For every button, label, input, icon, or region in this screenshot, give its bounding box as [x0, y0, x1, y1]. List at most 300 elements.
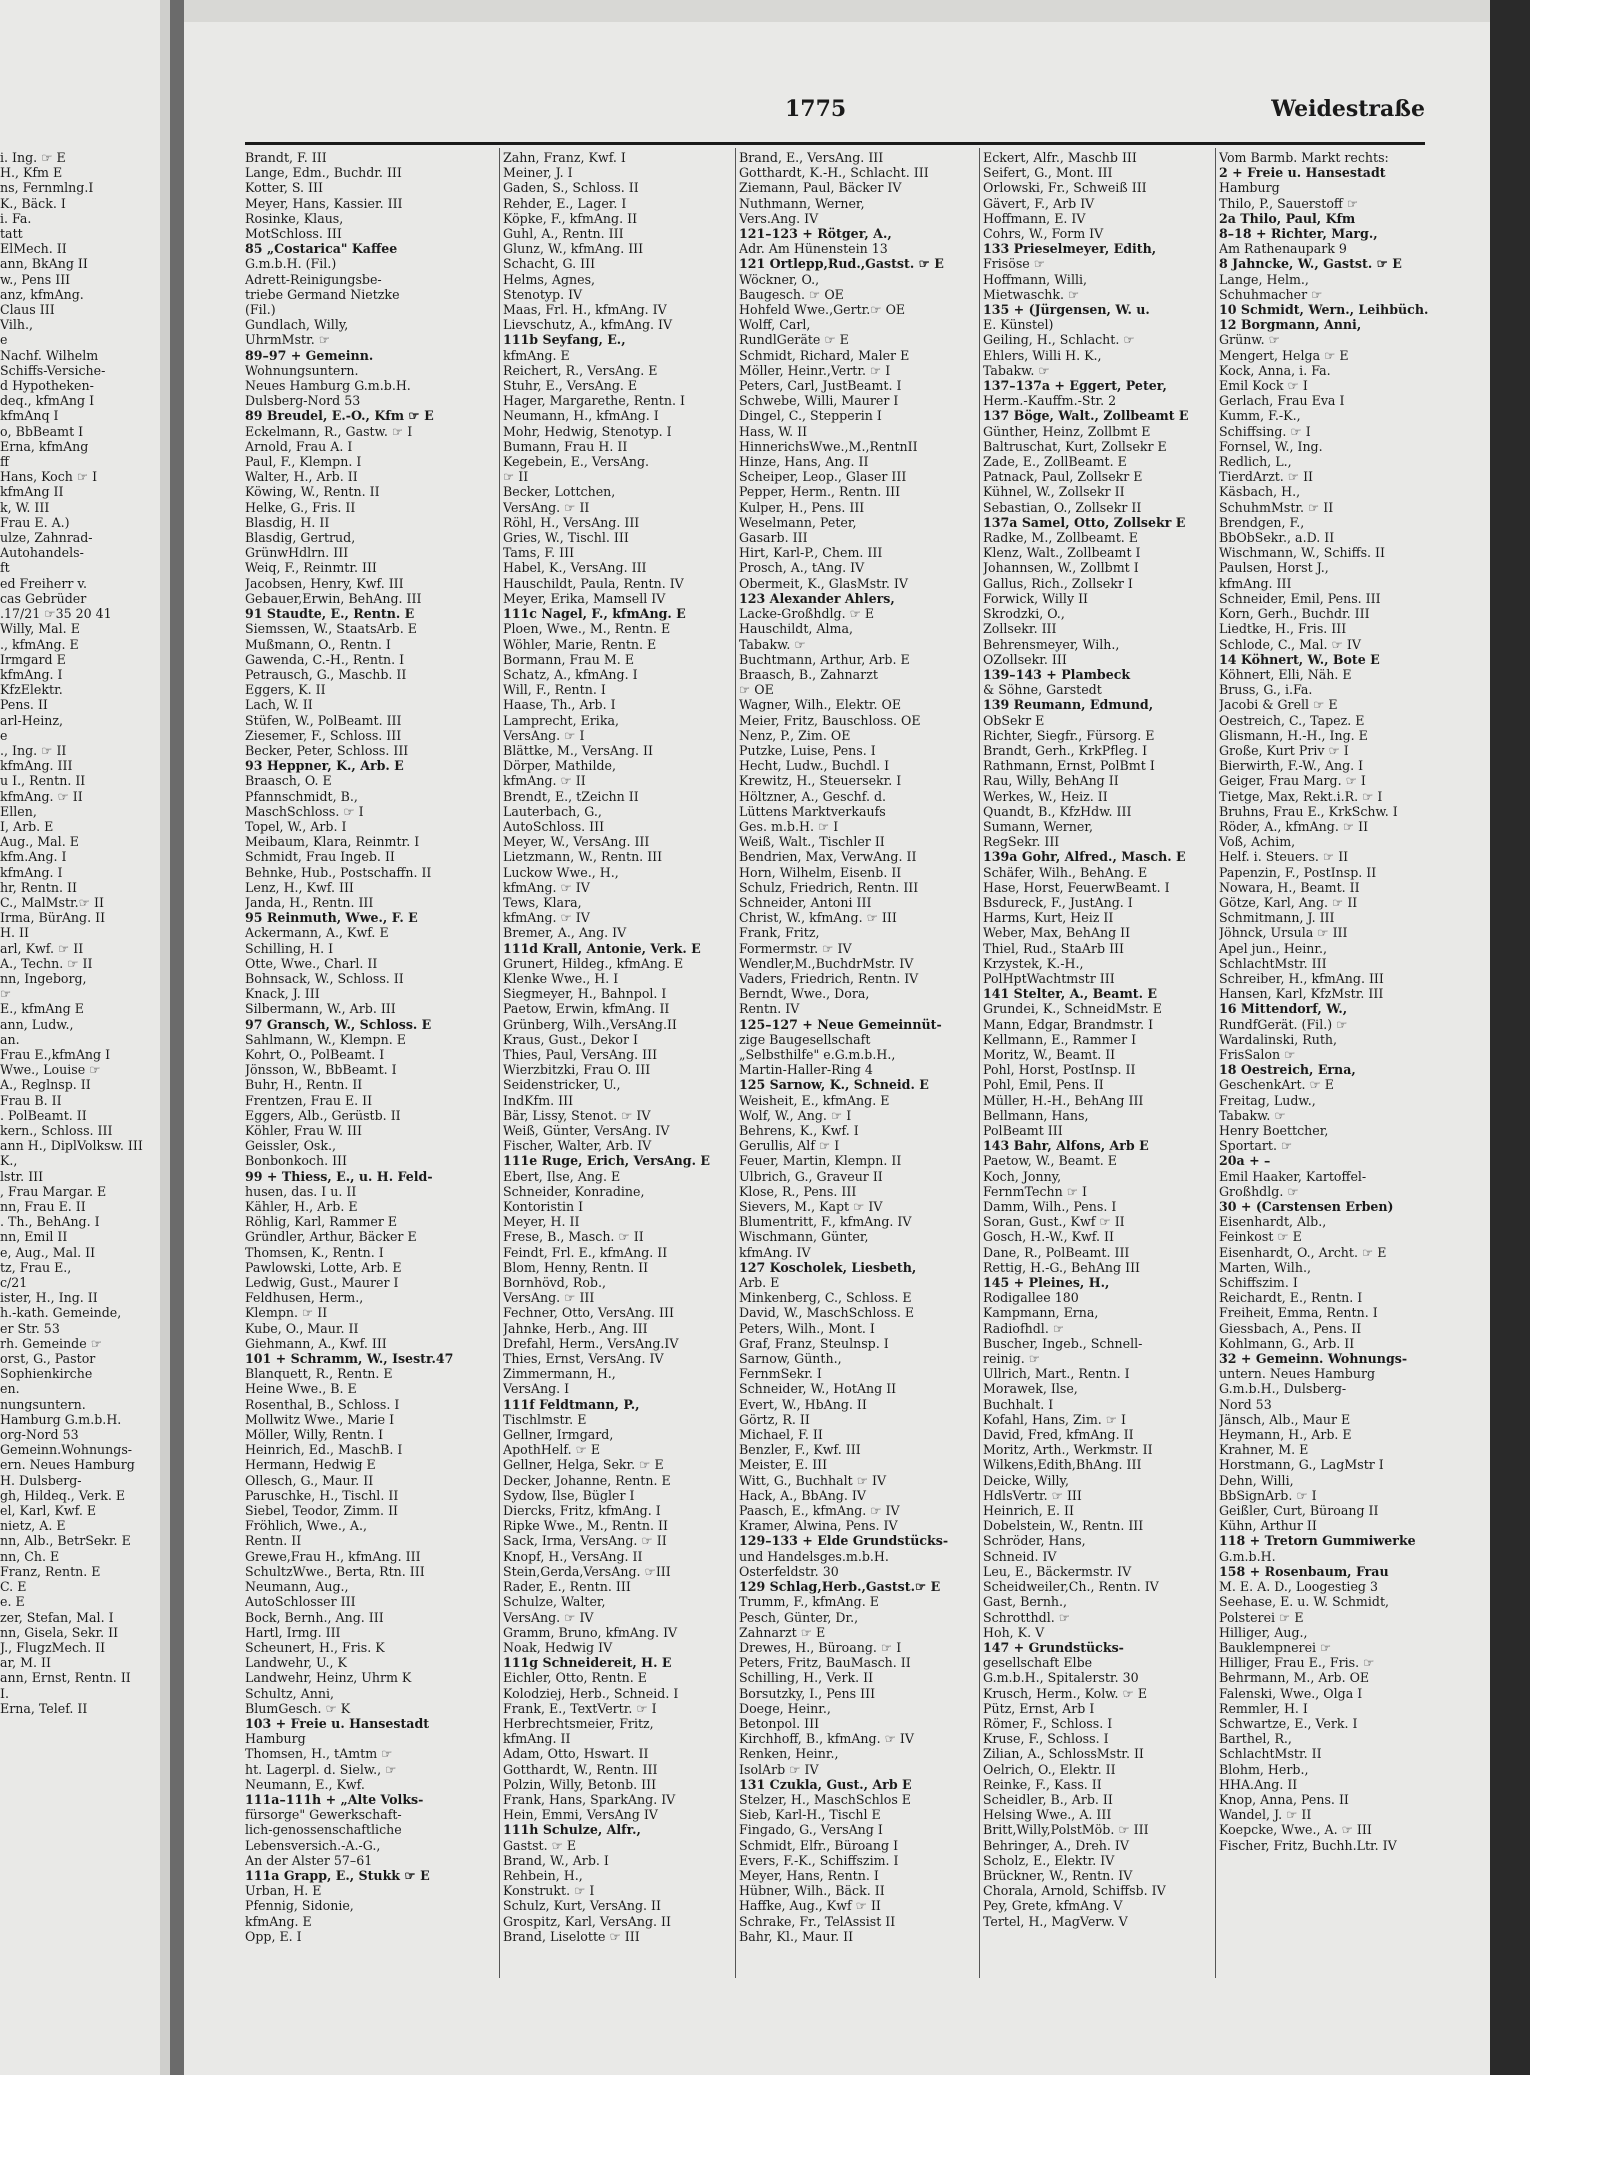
- directory-entry: Brand, E., VersAng. III: [739, 150, 884, 165]
- directory-entry: Grunert, Hildeg., kfmAng. E: [503, 955, 684, 971]
- directory-entry: Blumentritt, F., kfmAng. IV: [739, 1214, 912, 1230]
- directory-entry: VersAng. ☞ III: [503, 1290, 595, 1306]
- directory-entry: Kampmann, Erna,: [983, 1305, 1099, 1321]
- directory-entry: org-Nord 53: [0, 1427, 79, 1443]
- directory-entry: Götze, Karl, Ang. ☞ II: [1219, 894, 1358, 910]
- directory-entry: kfmAng. IV: [739, 1244, 811, 1260]
- directory-entry: Gast, Bernh.,: [983, 1594, 1068, 1610]
- directory-entry: Polsterei ☞ E: [1219, 1609, 1304, 1625]
- directory-entry: ElMech. II: [0, 241, 67, 257]
- directory-entry: fürsorge" Gewerkschaft-: [245, 1807, 402, 1823]
- directory-entry: Pfennig, Sidonie,: [245, 1898, 354, 1914]
- directory-entry: Pey, Grete, kfmAng. V: [983, 1898, 1123, 1914]
- directory-entry: Brandt, Gerh., KrkPfleg. I: [983, 742, 1148, 758]
- directory-entry: Adrett-Reinigungsbe-: [245, 271, 382, 287]
- directory-entry: 99 + Thiess, E., u. H. Feld-: [245, 1168, 433, 1184]
- directory-entry: J., FlugzMech. II: [0, 1639, 106, 1655]
- directory-entry: ObSekr E: [983, 712, 1045, 728]
- directory-entry: Bumann, Frau H. II: [503, 438, 628, 454]
- directory-entry: 8 Jahncke, W., Gastst. ☞ E: [1219, 256, 1402, 272]
- directory-entry: Bellmann, Hans,: [983, 1107, 1089, 1123]
- directory-entry: ., kfmAng. E: [0, 636, 79, 652]
- directory-entry: Will, F., Rentn. I: [503, 682, 606, 698]
- directory-entry: Hase, Horst, FeuerwBeamt. I: [983, 879, 1170, 895]
- directory-entry: Herm.-Kauffm.-Str. 2: [983, 393, 1117, 409]
- directory-entry: Hinze, Hans, Ang. II: [739, 454, 869, 470]
- directory-entry: Drewes, H., Büroang. ☞ I: [739, 1639, 902, 1655]
- directory-entry: Martin-Haller-Ring 4: [739, 1062, 873, 1078]
- directory-entry: E. Künstel): [983, 317, 1054, 333]
- directory-entry: Lamprecht, Erika,: [503, 712, 619, 728]
- directory-entry: Pens. II: [0, 697, 48, 713]
- directory-entry: Sahlmann, W., Klempn. E: [245, 1031, 406, 1047]
- directory-entry: 103 + Freie u. Hansestadt: [245, 1715, 430, 1731]
- directory-entry: Luckow Wwe., H.,: [503, 864, 619, 880]
- directory-entry: 135 + (Jürgensen, W. u.: [983, 302, 1150, 318]
- directory-entry: Kontoristin I: [503, 1199, 584, 1215]
- directory-entry: Bauklempnerei ☞: [1219, 1639, 1332, 1655]
- directory-entry: Grünw. ☞: [1219, 332, 1280, 348]
- directory-entry: Zilian, A., SchlossMstr. II: [983, 1746, 1144, 1762]
- directory-entry: TierdArzt. ☞ II: [1219, 469, 1314, 485]
- directory-entry: Frau E.,kfmAng I: [0, 1046, 111, 1062]
- directory-entry: MaschSchloss. ☞ I: [245, 803, 364, 819]
- column-separator: [735, 148, 736, 1978]
- directory-entry: triebe Germand Nietzke: [245, 286, 400, 302]
- directory-entry: ApothHelf. ☞ E: [503, 1442, 601, 1458]
- directory-entry: 18 Oestreich, Erna,: [1219, 1062, 1356, 1078]
- directory-entry: FernmSekr. I: [739, 1366, 822, 1382]
- directory-entry: Schröder, Hans,: [983, 1533, 1086, 1549]
- directory-entry: Peters, Carl, JustBeamt. I: [739, 378, 902, 394]
- directory-entry: Heymann, H., Arb. E: [1219, 1427, 1352, 1443]
- directory-entry: Frau E. A.): [0, 514, 70, 530]
- directory-entry: 118 + Tretorn Gummiwerke: [1219, 1533, 1416, 1549]
- directory-entry: Geißler, Curt, Büroang II: [1219, 1503, 1379, 1519]
- directory-entry: Bär, Lissy, Stenot. ☞ IV: [503, 1107, 651, 1123]
- directory-entry: Bsdureck, F., JustAng. I: [983, 894, 1133, 910]
- directory-entry: Meyer, Hans, Rentn. I: [739, 1867, 879, 1883]
- directory-entry: Rentn. IV: [739, 1001, 800, 1017]
- directory-entry: Koepcke, Wwe., A. ☞ III: [1219, 1822, 1372, 1838]
- directory-entry: Polzin, Willy, Betonb. III: [503, 1776, 657, 1792]
- directory-entry: Wöhler, Marie, Rentn. E: [503, 636, 657, 652]
- directory-entry: Emil Haaker, Kartoffel-: [1219, 1168, 1367, 1184]
- directory-entry: kfmAng II: [0, 484, 64, 500]
- directory-entry: Witt, G., Buchhalt ☞ IV: [739, 1472, 887, 1488]
- directory-entry: Behrensmeyer, Wilh.,: [983, 636, 1120, 652]
- directory-entry: 2a Thilo, Paul, Kfm: [1219, 210, 1356, 226]
- directory-entry: Frese, B., Masch. ☞ II: [503, 1229, 644, 1245]
- directory-entry: Gerullis, Alf ☞ I: [739, 1138, 840, 1154]
- directory-entry: Weiß, Günter, VersAng. IV: [503, 1123, 670, 1138]
- directory-entry: Rehbein, H.,: [503, 1867, 583, 1883]
- directory-entry: Wischmann, W., Schiffs. II: [1219, 545, 1385, 561]
- directory-entry: 139–143 + Plambeck: [983, 666, 1131, 682]
- directory-entry: Neumann, E., Kwf.: [245, 1776, 365, 1792]
- directory-entry: Nuthmann, Werner,: [739, 195, 865, 211]
- directory-entry: Wilkens,Edith,BhAng. III: [983, 1457, 1142, 1473]
- directory-entry: Vaders, Friedrich, Rentn. IV: [739, 970, 919, 986]
- directory-entry: Mietwaschk. ☞: [983, 286, 1080, 302]
- directory-entry: Feuer, Martin, Klempn. II: [739, 1153, 902, 1169]
- directory-entry: Lange, Edm., Buchdr. III: [245, 165, 402, 181]
- directory-entry: Hans, Koch ☞ I: [0, 469, 98, 485]
- directory-entry: K.,: [0, 1153, 18, 1169]
- directory-entry: Nenz, P., Zim. OE: [739, 727, 851, 743]
- directory-entry: Formermstr. ☞ IV: [739, 940, 852, 956]
- directory-entry: Mußmann, O., Rentn. I: [245, 636, 391, 652]
- directory-entry: Tabakw. ☞: [983, 362, 1050, 378]
- directory-entry: Frentzen, Frau E. II: [245, 1092, 373, 1108]
- directory-entry: Damm, Wilh., Pens. I: [983, 1199, 1117, 1215]
- directory-entry: 111h Schulze, Alfr.,: [503, 1822, 641, 1838]
- directory-entry: Sievers, M., Kapt ☞ IV: [739, 1199, 883, 1215]
- directory-entry: ann, BkAng II: [0, 256, 88, 272]
- directory-entry: Ziemann, Paul, Bäcker IV: [739, 180, 902, 196]
- directory-entry: Bohnsack, W., Schloss. II: [245, 970, 404, 986]
- directory-entry: Jacobi & Grell ☞ E: [1219, 697, 1338, 713]
- directory-entry: Kellmann, E., Rammer I: [983, 1031, 1137, 1047]
- directory-entry: Hilliger, Aug.,: [1219, 1624, 1308, 1640]
- directory-entry: Schneider, W., HotAng II: [739, 1381, 897, 1397]
- directory-entry: KfzElektr.: [0, 682, 63, 698]
- directory-entry: Schmitmann, J. III: [1219, 910, 1335, 926]
- directory-entry: Fischer, Walter, Arb. IV: [503, 1138, 652, 1154]
- directory-entry: HinnerichsWwe.,M.,RentnII: [739, 438, 918, 454]
- directory-entry: Ackermann, A., Kwf. E: [245, 925, 389, 941]
- directory-entry: Rader, E., Rentn. III: [503, 1579, 631, 1595]
- directory-entry: Knop, Anna, Pens. II: [1219, 1791, 1349, 1807]
- directory-entry: Meibaum, Klara, Reinmtr. I: [245, 834, 420, 850]
- directory-entry: SchlachtMstr. II: [1219, 1746, 1322, 1762]
- directory-entry: Lebensversich.-A.-G.,: [245, 1837, 381, 1853]
- directory-entry: GeschenkArt. ☞ E: [1219, 1077, 1335, 1093]
- directory-entry: Bormann, Frau M. E: [503, 651, 635, 667]
- directory-entry: Wandel, J. ☞ II: [1219, 1807, 1312, 1823]
- directory-entry: VersAng. ☞ II: [503, 499, 590, 515]
- directory-entry: 111f Feldtmann, P.,: [503, 1396, 640, 1412]
- directory-entry: Tertel, H., MagVerw. V: [983, 1913, 1128, 1929]
- directory-entry: kfm.Ang. I: [0, 849, 67, 865]
- directory-entry: Hamburg: [245, 1731, 306, 1747]
- directory-entry: Wendler,M.,BuchdrMstr. IV: [739, 955, 914, 971]
- directory-entry: 111a–111h + „Alte Volks-: [245, 1791, 424, 1807]
- directory-entry: tatt: [0, 226, 23, 242]
- directory-entry: Eichler, Otto, Rentn. E: [503, 1670, 647, 1686]
- directory-entry: Wolff, Carl,: [739, 317, 811, 333]
- directory-entry: Bruss, G., i.Fa.: [1219, 682, 1313, 698]
- directory-entry: Tischlmstr. E: [503, 1411, 587, 1427]
- directory-entry: Buscher, Ingeb., Schnell-: [983, 1335, 1143, 1351]
- directory-entry: BlumGesch. ☞ K: [245, 1700, 351, 1716]
- directory-entry: rh. Gemeinde ☞: [0, 1335, 102, 1351]
- directory-entry: Schulz, Kurt, VersAng. II: [503, 1898, 661, 1914]
- directory-entry: Behrmann, M., Arb. OE: [1219, 1670, 1370, 1686]
- directory-entry: Fingado, G., VersAng I: [739, 1822, 883, 1838]
- directory-entry: Remmler, H. I: [1219, 1700, 1308, 1716]
- directory-entry: Erna, kfmAng: [0, 438, 89, 454]
- directory-entry: kfmAnq I: [0, 408, 59, 424]
- directory-entry: Graf, Franz, Steulnsp. I: [739, 1335, 889, 1351]
- directory-entry: 158 + Rosenbaum, Frau: [1219, 1563, 1389, 1579]
- directory-entry: Silbermann, W., Arb. III: [245, 1001, 396, 1017]
- directory-entry: kern., Schloss. III: [0, 1123, 113, 1138]
- directory-entry: Meyer, Hans, Kassier. III: [245, 195, 403, 211]
- directory-entry: Paruschke, H., Tischl. II: [245, 1487, 399, 1503]
- directory-entry: Krzystek, K.-H.,: [983, 955, 1084, 971]
- directory-entry: Möller, Heinr.,Vertr. ☞ I: [739, 362, 891, 378]
- directory-entry: Meiner, J. I: [503, 165, 573, 181]
- directory-entry: Eggers, Alb., Gerüstb. II: [245, 1107, 401, 1123]
- directory-entry: SchlachtMstr. III: [1219, 955, 1327, 971]
- directory-entry: A., Techn. ☞ II: [0, 955, 93, 971]
- directory-entry: Paulsen, Horst J.,: [1219, 560, 1329, 576]
- directory-entry: Sieb, Karl-H., Tischl E: [739, 1807, 881, 1823]
- directory-entry: 121–123 + Rötger, A.,: [739, 226, 892, 242]
- column-separator: [979, 148, 980, 1978]
- directory-entry: 145 + Pleines, H.,: [983, 1275, 1110, 1291]
- directory-entry: David, Fred, kfmAng. II: [983, 1427, 1134, 1443]
- directory-entry: .17/21 ☞35 20 41: [0, 606, 112, 622]
- directory-entry: Schrake, Fr., TelAssist II: [739, 1913, 896, 1929]
- directory-entry: Lüttens Marktverkaufs: [739, 803, 886, 819]
- directory-entry: Patnack, Paul, Zollsekr E: [983, 469, 1143, 485]
- page-header: [245, 96, 1425, 136]
- directory-entry: Dulsberg-Nord 53: [245, 393, 361, 409]
- directory-entry: Schwebe, Willi, Maurer I: [739, 393, 899, 409]
- directory-entry: Wagner, Wilh., Elektr. OE: [739, 697, 902, 713]
- directory-entry: C. E: [0, 1579, 27, 1595]
- directory-entry: Adr. Am Hünenstein 13: [739, 241, 888, 257]
- directory-entry: Sebastian, O., Zollsekr II: [983, 499, 1142, 515]
- directory-entry: Gundlach, Willy,: [245, 317, 349, 333]
- directory-entry: Hauschildt, Alma,: [739, 621, 853, 637]
- directory-entry: kfmAng. II: [503, 1731, 571, 1747]
- directory-entry: Jönsson, W., BbBeamt. I: [245, 1062, 397, 1078]
- directory-entry: Ullrich, Mart., Rentn. I: [983, 1366, 1130, 1382]
- directory-entry: Kohrt, O., PolBeamt. I: [245, 1046, 385, 1062]
- directory-entry: Rosinke, Klaus,: [245, 210, 344, 226]
- directory-entry: Gawenda, C.-H., Rentn. I: [245, 651, 405, 667]
- directory-entry: Köwing, W., Rentn. II: [245, 484, 380, 500]
- directory-entry: Heine Wwe., B. E: [245, 1381, 357, 1397]
- directory-entry: 8–18 + Richter, Marg.,: [1219, 226, 1378, 242]
- directory-entry: Blom, Henny, Rentn. II: [503, 1259, 649, 1275]
- directory-entry: Feindt, Frl. E., kfmAng. II: [503, 1244, 668, 1260]
- directory-entry: VersAng. I: [503, 1381, 570, 1397]
- directory-entry: OZollsekr. III: [983, 651, 1067, 667]
- directory-entry: Gründler, Arthur, Bäcker E: [245, 1229, 417, 1245]
- directory-entry: Weber, Max, BehAng II: [983, 925, 1131, 941]
- directory-entry: Pohl, Horst, PostInsp. II: [983, 1062, 1136, 1078]
- directory-entry: 147 + Grundstücks-: [983, 1639, 1124, 1655]
- directory-entry: VersAng. ☞ I: [503, 727, 585, 743]
- directory-entry: Christ, W., kfmAng. ☞ III: [739, 910, 897, 926]
- directory-entry: Schilling, H., Verk. II: [739, 1670, 874, 1686]
- directory-entry: G.m.b.H.: [1219, 1548, 1276, 1564]
- directory-entry: K., Bäck. I: [0, 195, 66, 211]
- directory-entry: Schneider, Antoni III: [739, 894, 872, 910]
- directory-entry: orst, G., Pastor: [0, 1351, 96, 1367]
- directory-entry: Nachf. Wilhelm: [0, 347, 99, 363]
- directory-entry: Renken, Heinr.,: [739, 1746, 839, 1762]
- directory-entry: Lach, W. II: [245, 697, 313, 713]
- directory-entry: Glunz, W., kfmAng. III: [503, 241, 644, 257]
- directory-entry: Schlode, C., Mal. ☞ IV: [1219, 636, 1361, 652]
- directory-entry: kfmAng. ☞ II: [0, 788, 83, 804]
- directory-entry: nn, Emil II: [0, 1229, 68, 1245]
- directory-entry: Neues Hamburg G.m.b.H.: [245, 378, 411, 394]
- directory-entry: kfmAng. E: [503, 347, 570, 363]
- directory-entry: Lauterbach, G.,: [503, 803, 602, 819]
- directory-entry: Schmidt, Frau Ingeb. II: [245, 849, 395, 865]
- directory-entry: Freiheit, Emma, Rentn. I: [1219, 1305, 1378, 1321]
- directory-entry: nn, Gisela, Sekr. II: [0, 1624, 119, 1640]
- directory-entry: Henry Boettcher,: [1219, 1123, 1329, 1138]
- directory-entry: Scheidweiler,Ch., Rentn. IV: [983, 1579, 1159, 1595]
- directory-entry: 12 Borgmann, Anni,: [1219, 317, 1362, 333]
- directory-entry: 111c Nagel, F., kfmAng. E: [503, 606, 686, 622]
- directory-entry: ann H., DiplVolksw. III: [0, 1138, 143, 1154]
- directory-entry: 139 Reumann, Edmund,: [983, 697, 1154, 713]
- directory-entry: Eggers, K. II: [245, 682, 326, 698]
- directory-entry: Geiling, H., Schlacht. ☞: [983, 332, 1135, 348]
- directory-entry: Brückner, W., Rentn. IV: [983, 1867, 1133, 1883]
- directory-entry: Lacke-Großhdlg. ☞ E: [739, 606, 875, 622]
- directory-entry: h.-kath. Gemeinde,: [0, 1305, 122, 1321]
- directory-entry: Nowara, H., Beamt. II: [1219, 879, 1360, 895]
- directory-entry: nn, Alb., BetrSekr. E: [0, 1533, 131, 1549]
- directory-entry: ister, H., Ing. II: [0, 1290, 98, 1306]
- directory-entry: Sportart. ☞: [1219, 1138, 1293, 1154]
- directory-entry: Fischer, Fritz, Buchh.Ltr. IV: [1219, 1837, 1397, 1853]
- directory-entry: RegSekr. III: [983, 834, 1060, 850]
- directory-entry: Meier, Fritz, Bauschloss. OE: [739, 712, 921, 728]
- directory-entry: Braasch, O. E: [245, 773, 332, 789]
- directory-entry: 111b Seyfang, E.,: [503, 332, 626, 348]
- directory-entry: Wardalinski, Ruth,: [1219, 1031, 1338, 1047]
- directory-entry: Schiffsing. ☞ I: [1219, 423, 1311, 439]
- directory-entry: Günther, Heinz, Zollbmt E: [983, 423, 1151, 439]
- directory-entry: nietz, A. E: [0, 1518, 66, 1534]
- directory-entry: Erna, Telef. II: [0, 1700, 88, 1716]
- directory-entry: Radiofhdl. ☞: [983, 1320, 1065, 1336]
- directory-entry: Aug., Mal. E: [0, 834, 79, 850]
- directory-entry: Irma, BürAng. II: [0, 910, 106, 926]
- directory-entry: Pesch, Günter, Dr.,: [739, 1609, 859, 1625]
- directory-entry: Große, Kurt Priv ☞ I: [1219, 742, 1349, 758]
- directory-entry: Maas, Frl. H., kfmAng. IV: [503, 302, 667, 318]
- directory-entry: Lenz, H., Kwf. III: [245, 879, 354, 895]
- directory-entry: kfmAng. ☞ IV: [503, 879, 590, 895]
- directory-entry: Reichert, R., VersAng. E: [503, 362, 658, 378]
- directory-entry: nn, Ingeborg,: [0, 970, 87, 986]
- directory-entry: Wöckner, O.,: [739, 271, 820, 287]
- directory-entry: Pütz, Ernst, Arb I: [983, 1700, 1095, 1716]
- directory-entry: husen, das. I u. II: [245, 1183, 357, 1199]
- directory-entry: SchultzWwe., Berta, Rtn. III: [245, 1563, 425, 1579]
- directory-entry: Meister, E. III: [739, 1457, 828, 1473]
- directory-entry: Tams, F. III: [503, 545, 575, 561]
- directory-entry: Käsbach, H.,: [1219, 484, 1301, 500]
- directory-entry: Evert, W., HbAng. II: [739, 1396, 867, 1412]
- directory-entry: Cohrs, W., Form IV: [983, 226, 1104, 242]
- directory-entry: Brandt, F. III: [245, 150, 327, 165]
- directory-entry: Schneid. IV: [983, 1548, 1057, 1564]
- directory-entry: Hamburg G.m.b.H.: [0, 1411, 122, 1427]
- directory-entry: ., Ing. ☞ II: [0, 742, 67, 758]
- directory-entry: Rathmann, Ernst, PolBmt I: [983, 758, 1155, 774]
- directory-entry: d Hypotheken-: [0, 378, 94, 394]
- directory-entry: Haase, Th., Arb. I: [503, 697, 616, 713]
- directory-entry: Gries, W., Tischl. III: [503, 530, 629, 546]
- directory-entry: Hirt, Karl-P., Chem. III: [739, 545, 883, 561]
- directory-entry: Vers.Ang. IV: [739, 210, 819, 226]
- directory-entry: ☞ OE: [739, 682, 774, 698]
- directory-entry: Apel jun., Heinr.,: [1219, 940, 1327, 956]
- directory-entry: Arb. E: [739, 1275, 780, 1291]
- directory-entry: Braasch, B., Zahnarzt: [739, 666, 878, 682]
- directory-entry: Schwartze, E., Verk. I: [1219, 1715, 1358, 1731]
- directory-entry: 2 + Freie u. Hansestadt: [1219, 165, 1386, 181]
- directory-entry: Gallus, Rich., Zollsekr I: [983, 575, 1133, 591]
- directory-entry: Herbrechtsmeier, Fritz,: [503, 1715, 654, 1731]
- directory-entry: Redlich, L.,: [1219, 454, 1292, 470]
- directory-entry: ed Freiherr v.: [0, 575, 87, 591]
- directory-entry: Jahnke, Herb., Ang. III: [503, 1320, 648, 1336]
- directory-entry: Werkes, W., Heiz. II: [983, 788, 1108, 804]
- directory-entry: Zimmermann, H.,: [503, 1366, 616, 1382]
- directory-entry: Seifert, G., Mont. III: [983, 165, 1113, 181]
- directory-entry: 141 Stelter, A., Beamt. E: [983, 986, 1157, 1002]
- directory-column-5: [1219, 150, 1433, 1990]
- directory-entry: Wolf, W., Ang. ☞ I: [739, 1107, 852, 1123]
- directory-entry: BbObSekr., a.D. II: [1219, 530, 1335, 546]
- directory-entry: Schäfer, Wilh., BehAng. E: [983, 864, 1148, 880]
- directory-entry: Forwick, Willy II: [983, 590, 1089, 606]
- directory-entry: Mengert, Helga ☞ E: [1219, 347, 1349, 363]
- directory-entry: Willy, Mal. E: [0, 621, 80, 637]
- directory-entry: HHA.Ang. II: [1219, 1776, 1298, 1792]
- directory-entry: Zollsekr. III: [983, 621, 1057, 637]
- directory-entry: 129 Schlag,Herb.,Gastst.☞ E: [739, 1579, 941, 1595]
- directory-entry: ann, Ludw.,: [0, 1016, 74, 1032]
- directory-entry: Vom Barmb. Markt rechts:: [1219, 150, 1389, 165]
- directory-entry: H., Kfm E: [0, 165, 63, 181]
- directory-entry: Doege, Heinr.,: [739, 1700, 831, 1716]
- directory-entry: Feldhusen, Herm.,: [245, 1290, 364, 1306]
- street-title: Weidestraße: [1271, 96, 1425, 122]
- directory-entry: untern. Neues Hamburg: [1219, 1366, 1376, 1382]
- directory-entry: Schultz, Anni,: [245, 1685, 334, 1701]
- directory-entry: arl, Kwf. ☞ II: [0, 940, 84, 956]
- directory-entry: Bruhns, Frau E., KrkSchw. I: [1219, 803, 1398, 819]
- directory-entry: Evers, F.-K., Schiffszim. I: [739, 1852, 899, 1868]
- directory-entry: Gellner, Irmgard,: [503, 1427, 614, 1443]
- directory-entry: zige Baugesellschaft: [739, 1031, 871, 1047]
- directory-entry: Landwehr, Heinz, Uhrm K: [245, 1670, 412, 1686]
- directory-entry: Buchhalt. I: [983, 1396, 1054, 1412]
- directory-entry: FrisSalon ☞: [1219, 1046, 1296, 1062]
- directory-entry: Trumm, F., kfmAng. E: [739, 1594, 879, 1610]
- directory-entry: Gotthardt, K.-H., Schlacht. III: [739, 165, 929, 181]
- directory-entry: Geissler, Osk.,: [245, 1138, 337, 1154]
- directory-entry: Minkenberg, C., Schloss. E: [739, 1290, 912, 1306]
- directory-entry: Horstmann, G., LagMstr I: [1219, 1457, 1384, 1473]
- directory-entry: Zahnarzt ☞ E: [739, 1624, 826, 1640]
- directory-entry: Schulz, Friedrich, Rentn. III: [739, 879, 919, 895]
